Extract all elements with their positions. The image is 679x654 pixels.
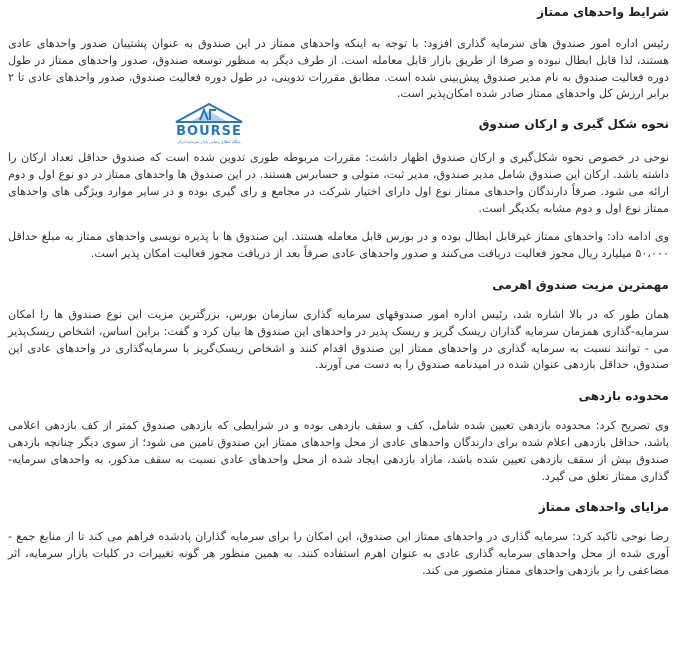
logo-tagline: پایگاه اطلاع رسانی بازار سرمایه ایران	[177, 139, 241, 145]
section-leverage-fund-advantage	[8, 277, 669, 374]
section-heading: مزایای واحدهای ممتاز	[538, 500, 669, 515]
section-paragraph: وی ادامه داد: واحدهای ممتاز غیرقابل ابطال بوده و در بورس قابل معامله هستند. این صندوق ها با پذیره نویسی واحدهای ممتاز به مبلغ حداقل ۵۰،۰۰۰ میلیارد ریال مجوز فعالیت دریافت می‌کنند و صدور واحدهای عادی صرفاً بعد از دریافت مجوز فعالیت امکان پذیر است.	[8, 230, 669, 261]
logo-text: BOURSE	[176, 124, 242, 140]
section-return-range	[8, 388, 669, 485]
section-heading: نحوه شکل گیری و ارکان صندوق	[478, 117, 669, 132]
logo-row	[8, 116, 268, 145]
section-premium-units-benefits	[8, 499, 669, 579]
section-heading: مهمترین مزیت صندوق اهرمی	[492, 277, 669, 292]
section-paragraph: نوحی در خصوص نحوه شکل‌گیری و ارکان صندوق اظهار داشت: مقررات مربوطه طوری تدوین شده است که صندوق حداقل تعداد ارکان را داشته باشد. ارکان این صندوق شامل مدیر صندوق، مدیر ثبت، متولی و حسابرس هستند. در این صندوق ها واحدهای ممتاز در دو نوع اول و دوم ارائه می شود. صرفاً دارندگان واحدهای ممتاز نوع اول دارای اختیار شرکت در مجامع و رای گیری بوده و در سایر موارد ویژگی های واحدهای ممتاز نوع اول و دوم مشابه یکدیگر است.	[8, 151, 669, 215]
section-paragraph: رضا نوحی تاکید کرد: سرمایه گذاری در واحدهای ممتاز این صندوق، این امکان را برای سرمایه گذاران پادشده فراهم می کند تا از منابع جمع - آوری شده از محل واحدهای سرمایه گذاری عادی به عنوان اهرم استفاده کنند. به همین منظور هر گونه تغییرات در کلیات بازار سرمایه، اثر مضاعفی را بر بازدهی واحدهای ممتاز متصور می کند.	[8, 530, 669, 577]
section-paragraph: وی تصریح کرد: محدوده بازدهی تعیین شده شامل، کف و سقف بازدهی بوده و در شرایطی که بازدهی صندوق کمتر از کف بازدهی اعلامی باشد، حداقل بازدهی اعلام شده برای دارندگان واحدهای عادی از محل واحدهای ممتاز این صندوق تامین می شود؛ از سوی دیگر چنانچه بازدهی صندوق بیش از سقف بازدهی تعیین شده باشد، مازاد بازدهی ایجاد شده از محل واحدهای عادی نسبت به سقف مذکور، به واحدهای سرمایه-گذاری ممتاز تعلق می گیرد.	[8, 419, 669, 483]
section-paragraph: رئیس اداره امور صندوق های سرمایه گذاری افزود: با توجه به اینکه واحدهای ممتاز در این صندوق به عنوان پشتیبان صدور واحدهای عادی هستند، لذا قابل ابطال نبوده و صرفا از طریق بازار قابل معامله است. از طرف دیگر به منظور توسعه صندوق، صدور واحدهای ممتاز در طول دوره فعالیت صندوق به نام مدیر صندوق پیش‌بینی شده است. مطابق مقررات تدوینی، در طول دوره فعالیت صندوق، صدور واحدهای عادی تا ۲ برابر ارزش کل واحدهای ممتاز صادر شده امکان‌پذیر است.	[8, 37, 669, 101]
section-paragraph: همان طور که در بالا اشاره شد، رئیس اداره امور صندوقهای سرمایه گذاری سازمان بورس، بزرگترین مزیت این نوع صندوق ها را امکان سرمایه-گذاری همزمان سرمایه گذاران ریسک گریز و ریسک پذیر در واحدهای این صندوق ها بیان کرد و گفت: براین اساس، اشخاص ریسک‌پذیر می - توانند نسبت به سرمایه گذاری در واحدهای ممتاز این صندوق اقدام کنند و اشخاص ریسک‌گریز با سرمایه‌گذاری در واحدهای عادی این صندوق، حداقل بازدهی عنوان شده در امیدنامه صندوق را به دست می آورند.	[8, 307, 669, 372]
bourse-logo	[160, 102, 258, 146]
section-heading: محدوده بازدهی	[578, 389, 669, 404]
section-premium-units-conditions	[8, 0, 669, 103]
section-heading: شرایط واحدهای ممتاز	[537, 5, 669, 19]
section-fund-formation	[8, 116, 669, 263]
